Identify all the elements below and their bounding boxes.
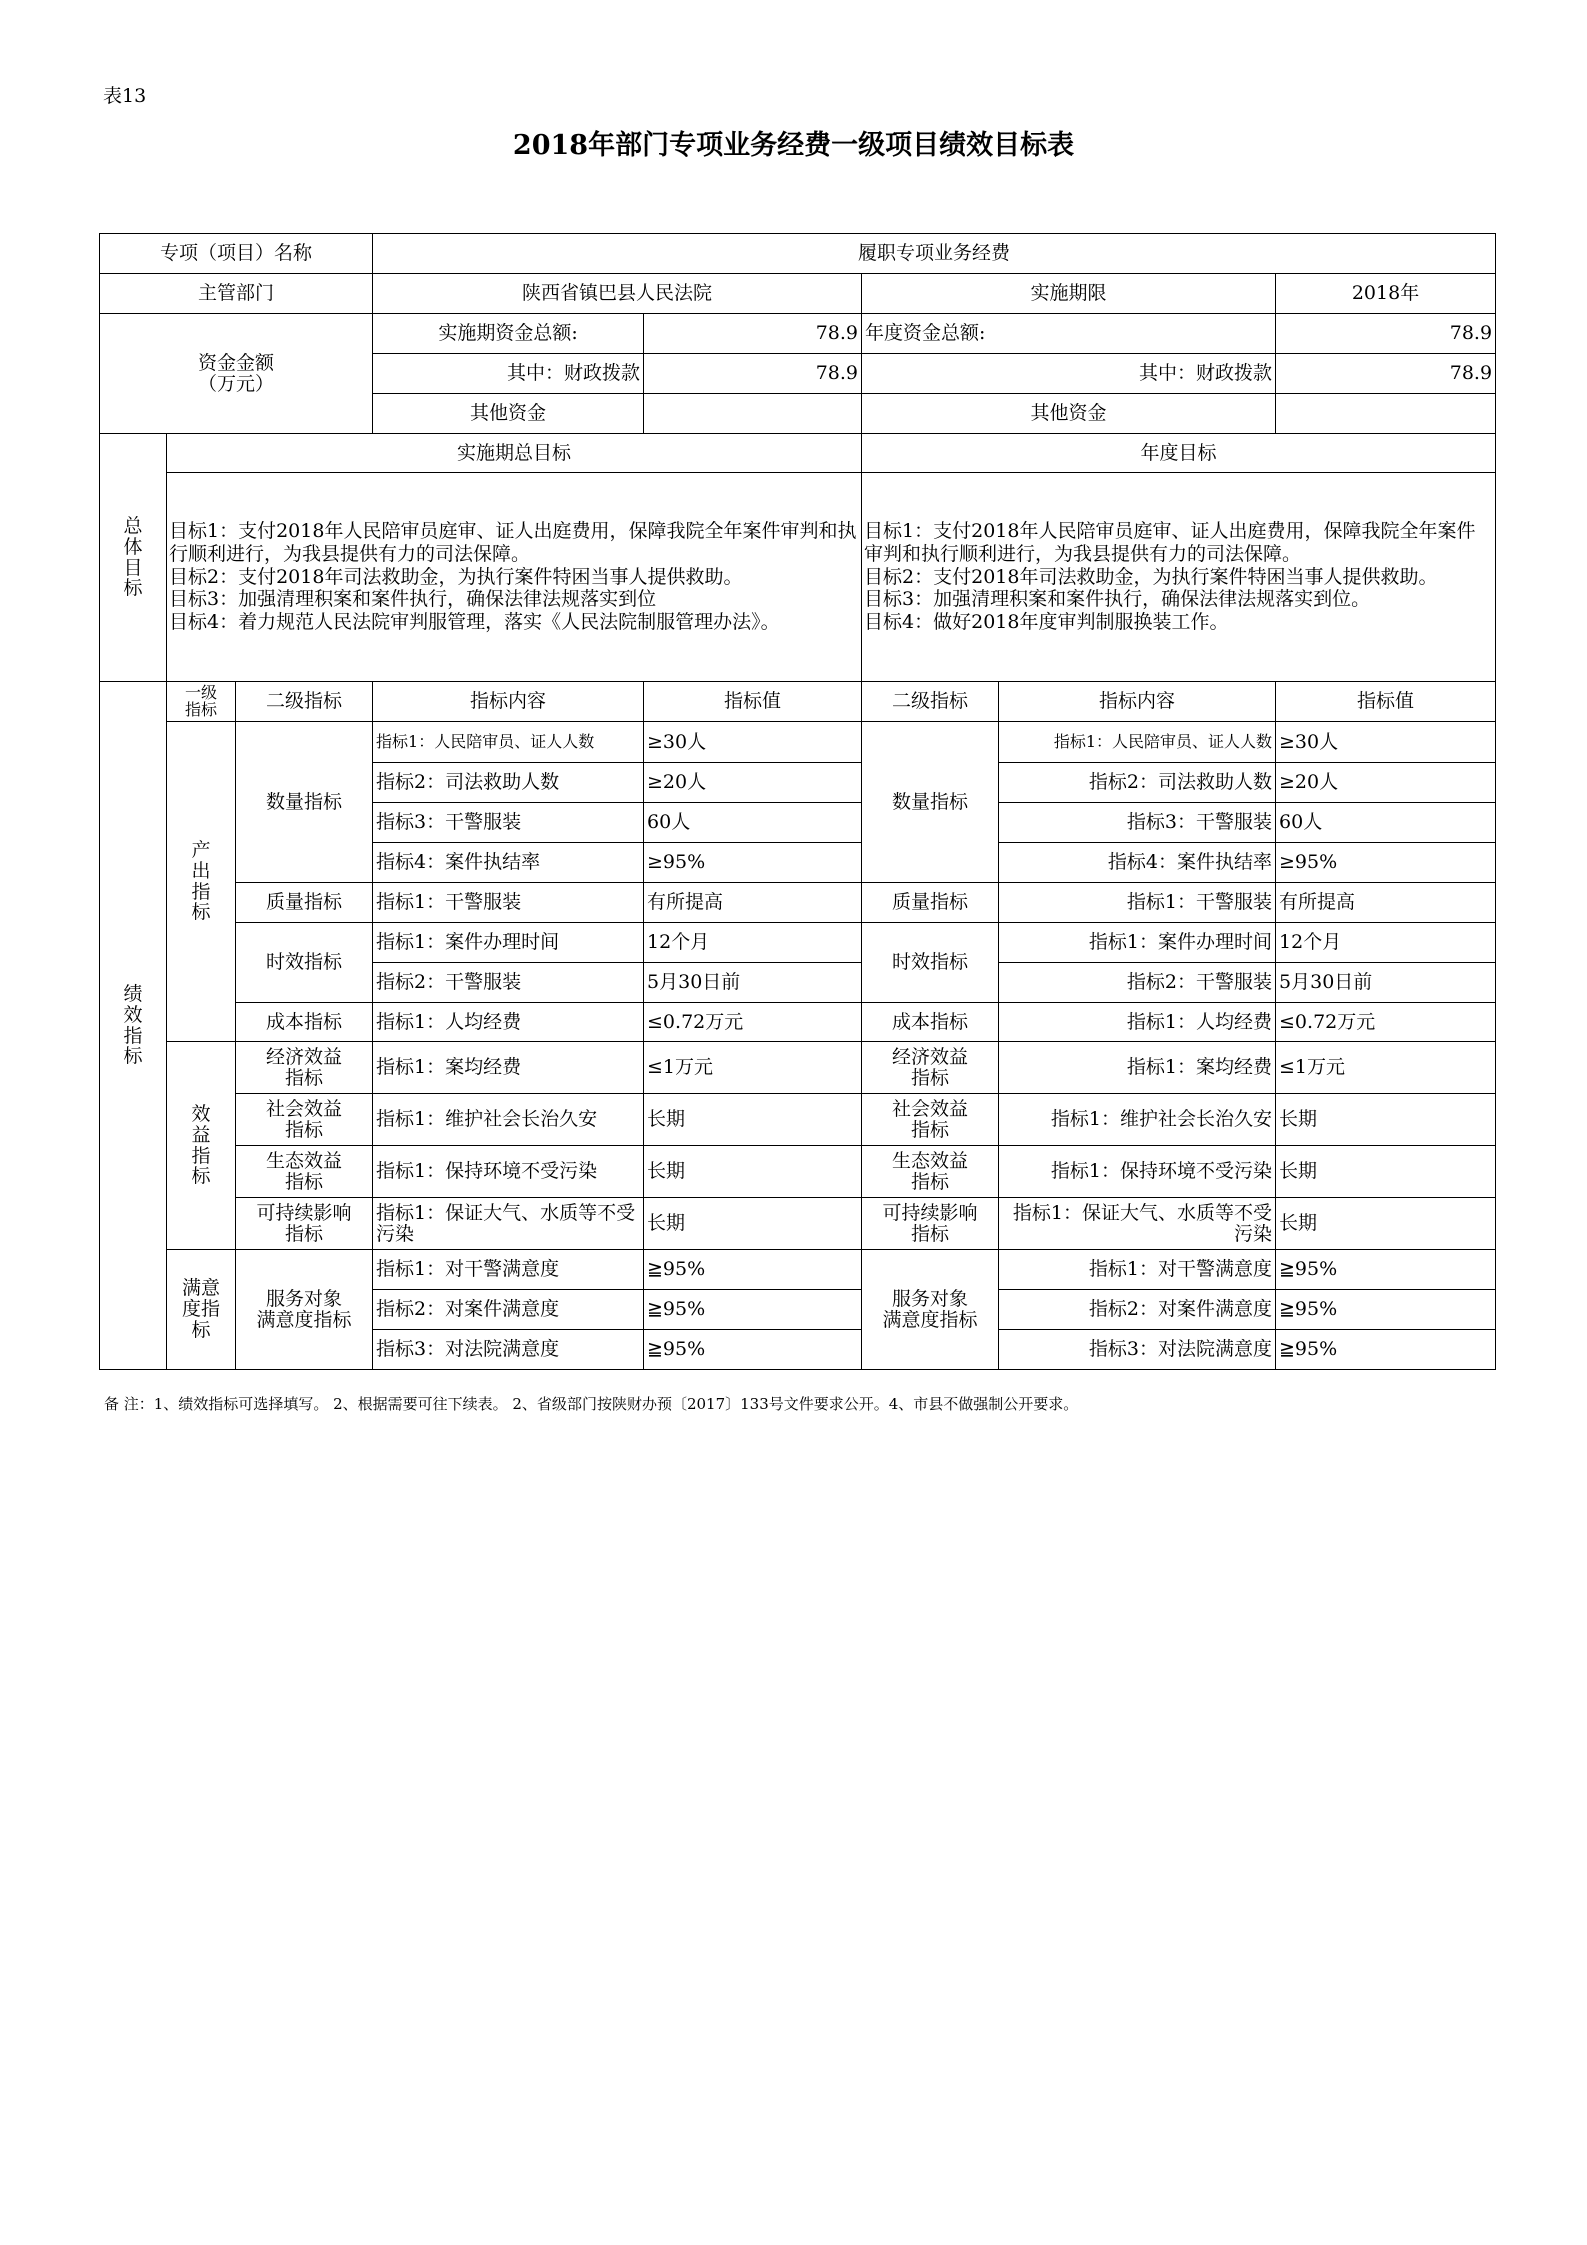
l2-label-right: 服务对象 满意度指标 [862, 1250, 999, 1370]
value-right: 12个月 [1276, 923, 1496, 963]
dept-value: 陕西省镇巴县人民法院 [373, 274, 862, 314]
funds-row [100, 314, 1496, 354]
content-left: 指标1：干警服装 [373, 883, 644, 923]
content-right: 指标2：干警服装 [999, 963, 1276, 1003]
output-group-label: 产 出 指 标 [167, 722, 236, 1042]
value-header-left: 指标值 [644, 682, 862, 722]
impl-goal-2: 目标2：支付2018年司法救助金，为执行案件特困当事人提供救助。 [169, 565, 743, 588]
period-value: 2018年 [1276, 274, 1496, 314]
value-right: ≧95% [1276, 1290, 1496, 1330]
benefit-group-label: 效 益 指 标 [167, 1042, 236, 1250]
content-left: 指标3：干警服装 [373, 803, 644, 843]
period-label: 实施期限 [862, 274, 1276, 314]
content-right: 指标4：案件执结率 [999, 843, 1276, 883]
table-row [100, 1094, 1496, 1146]
value-left: ≤1万元 [644, 1042, 862, 1094]
project-name-label: 专项（项目）名称 [100, 234, 373, 274]
level2-header-right: 二级指标 [862, 682, 999, 722]
year-total-label: 年度资金总额: [862, 314, 1276, 354]
content-right: 指标1：人均经费 [999, 1003, 1276, 1042]
l2-label-left: 可持续影响 指标 [236, 1198, 373, 1250]
l2-label-right: 生态效益 指标 [862, 1146, 999, 1198]
value-left: ≧95% [644, 1330, 862, 1370]
value-right: ≥30人 [1276, 722, 1496, 763]
content-right: 指标1：案件办理时间 [999, 923, 1276, 963]
level2-header-left: 二级指标 [236, 682, 373, 722]
content-left: 指标1：保持环境不受污染 [373, 1146, 644, 1198]
table-row [100, 1198, 1496, 1250]
value-right: 长期 [1276, 1146, 1496, 1198]
l2-label-right: 数量指标 [862, 722, 999, 883]
perf-indicator-label: 绩 效 指 标 [100, 682, 167, 1370]
l2-label-left: 经济效益 指标 [236, 1042, 373, 1094]
level1-header: 一级 指标 [167, 682, 236, 722]
impl-total-value: 78.9 [644, 314, 862, 354]
table-row [100, 1250, 1496, 1290]
impl-goals [167, 473, 862, 682]
content-left: 指标2：对案件满意度 [373, 1290, 644, 1330]
l2-label-right: 时效指标 [862, 923, 999, 1003]
value-left: 有所提高 [644, 883, 862, 923]
footnote: 备 注：1、绩效指标可选择填写。 2、根据需要可往下续表。 2、省级部门按陕财办预〔2017〕133号文件要求公开。4、市县不做强制公开要求。 [104, 1395, 1079, 1413]
content-left: 指标1：维护社会长治久安 [373, 1094, 644, 1146]
impl-goal-1: 目标1：支付2018年人民陪审员庭审、证人出庭费用，保障我院全年案件审判和执行顺利进行，为我县提供有力的司法保障。 [169, 520, 857, 565]
project-name-row [100, 234, 1496, 274]
l2-label-left: 成本指标 [236, 1003, 373, 1042]
value-right: 60人 [1276, 803, 1496, 843]
overall-goal-label: 总 体 目 标 [100, 434, 167, 682]
content-left: 指标1：案均经费 [373, 1042, 644, 1094]
value-right: 长期 [1276, 1094, 1496, 1146]
value-left: 60人 [644, 803, 862, 843]
value-right: 有所提高 [1276, 883, 1496, 923]
l2-label-right: 可持续影响 指标 [862, 1198, 999, 1250]
content-left: 指标1：人均经费 [373, 1003, 644, 1042]
table-number: 表13 [103, 85, 147, 107]
l2-label-right: 社会效益 指标 [862, 1094, 999, 1146]
content-left: 指标2：干警服装 [373, 963, 644, 1003]
value-right: ≧95% [1276, 1330, 1496, 1370]
impl-other-label: 其他资金 [373, 394, 644, 434]
impl-goal-4: 目标4：着力规范人民法院审判服管理，落实《人民法院制服管理办法》。 [169, 611, 780, 634]
l2-label-left: 质量指标 [236, 883, 373, 923]
table-row [100, 883, 1496, 923]
year-fiscal-value: 78.9 [1276, 354, 1496, 394]
l2-label-right: 成本指标 [862, 1003, 999, 1042]
value-right: 长期 [1276, 1198, 1496, 1250]
content-right: 指标1：保持环境不受污染 [999, 1146, 1276, 1198]
project-name-value: 履职专项业务经费 [373, 234, 1496, 274]
l2-label-left: 社会效益 指标 [236, 1094, 373, 1146]
impl-fiscal-value: 78.9 [644, 354, 862, 394]
l2-label-left: 服务对象 满意度指标 [236, 1250, 373, 1370]
content-left: 指标3：对法院满意度 [373, 1330, 644, 1370]
satisfaction-group-label: 满意 度指 标 [167, 1250, 236, 1370]
content-header-right: 指标内容 [999, 682, 1276, 722]
funds-label: 资金金额 （万元） [100, 314, 373, 434]
year-goal-header: 年度目标 [862, 434, 1496, 473]
impl-goal-header: 实施期总目标 [167, 434, 862, 473]
table-row [100, 923, 1496, 963]
value-right: ≤1万元 [1276, 1042, 1496, 1094]
content-left: 指标4：案件执结率 [373, 843, 644, 883]
content-left: 指标1：对干警满意度 [373, 1250, 644, 1290]
dept-row [100, 274, 1496, 314]
l2-label-left: 生态效益 指标 [236, 1146, 373, 1198]
l2-label-right: 经济效益 指标 [862, 1042, 999, 1094]
content-right: 指标1：干警服装 [999, 883, 1276, 923]
goal-header-row [100, 434, 1496, 473]
table-row [100, 722, 1496, 763]
content-left: 指标2：司法救助人数 [373, 763, 644, 803]
indicator-header-row [100, 682, 1496, 722]
impl-goal-3: 目标3：加强清理积案和案件执行，确保法律法规落实到位 [169, 588, 657, 611]
value-left: 12个月 [644, 923, 862, 963]
dept-label: 主管部门 [100, 274, 373, 314]
performance-target-table [99, 233, 1496, 1370]
l2-label-right: 质量指标 [862, 883, 999, 923]
value-left: 5月30日前 [644, 963, 862, 1003]
value-left: ≧95% [644, 1250, 862, 1290]
value-header-right: 指标值 [1276, 682, 1496, 722]
value-right: ≧95% [1276, 1250, 1496, 1290]
content-right: 指标2：对案件满意度 [999, 1290, 1276, 1330]
goal-text-row [100, 473, 1496, 682]
year-goal-1: 目标1：支付2018年人民陪审员庭审、证人出庭费用，保障我院全年案件审判和执行顺利进行，为我县提供有力的司法保障。 [864, 520, 1476, 565]
value-right: 5月30日前 [1276, 963, 1496, 1003]
content-right: 指标2：司法救助人数 [999, 763, 1276, 803]
year-total-value: 78.9 [1276, 314, 1496, 354]
value-left: 长期 [644, 1094, 862, 1146]
impl-total-label: 实施期资金总额: [373, 314, 644, 354]
year-goal-3: 目标3：加强清理积案和案件执行，确保法律法规落实到位。 [864, 588, 1371, 611]
table-row [100, 1146, 1496, 1198]
year-other-value [1276, 394, 1496, 434]
value-right: ≥95% [1276, 843, 1496, 883]
value-left: ≥95% [644, 843, 862, 883]
table-row [100, 1042, 1496, 1094]
content-right: 指标1：案均经费 [999, 1042, 1276, 1094]
year-other-label: 其他资金 [862, 394, 1276, 434]
value-left: ≥30人 [644, 722, 862, 763]
value-left: ≤0.72万元 [644, 1003, 862, 1042]
year-goals [862, 473, 1496, 682]
value-left: 长期 [644, 1146, 862, 1198]
content-header-left: 指标内容 [373, 682, 644, 722]
value-right: ≥20人 [1276, 763, 1496, 803]
content-right: 指标1：保证大气、水质等不受污染 [999, 1198, 1276, 1250]
content-right: 指标1：对干警满意度 [999, 1250, 1276, 1290]
impl-other-value [644, 394, 862, 434]
table-row [100, 1003, 1496, 1042]
value-right: ≤0.72万元 [1276, 1003, 1496, 1042]
content-left: 指标1：案件办理时间 [373, 923, 644, 963]
content-right: 指标1：维护社会长治久安 [999, 1094, 1276, 1146]
value-left: 长期 [644, 1198, 862, 1250]
year-goal-4: 目标4：做好2018年度审判制服换装工作。 [864, 611, 1229, 634]
content-left: 指标1：人民陪审员、证人人数 [373, 722, 644, 763]
l2-label-left: 时效指标 [236, 923, 373, 1003]
content-right: 指标3：对法院满意度 [999, 1330, 1276, 1370]
l2-label-left: 数量指标 [236, 722, 373, 883]
year-fiscal-label: 其中：财政拨款 [862, 354, 1276, 394]
page-title: 2018年部门专项业务经费一级项目绩效目标表 [512, 130, 1075, 161]
impl-fiscal-label: 其中：财政拨款 [373, 354, 644, 394]
content-right: 指标3：干警服装 [999, 803, 1276, 843]
value-left: ≧95% [644, 1290, 862, 1330]
year-goal-2: 目标2：支付2018年司法救助金，为执行案件特困当事人提供救助。 [864, 565, 1438, 588]
content-right: 指标1：人民陪审员、证人人数 [999, 722, 1276, 763]
content-left: 指标1：保证大气、水质等不受污染 [373, 1198, 644, 1250]
value-left: ≥20人 [644, 763, 862, 803]
